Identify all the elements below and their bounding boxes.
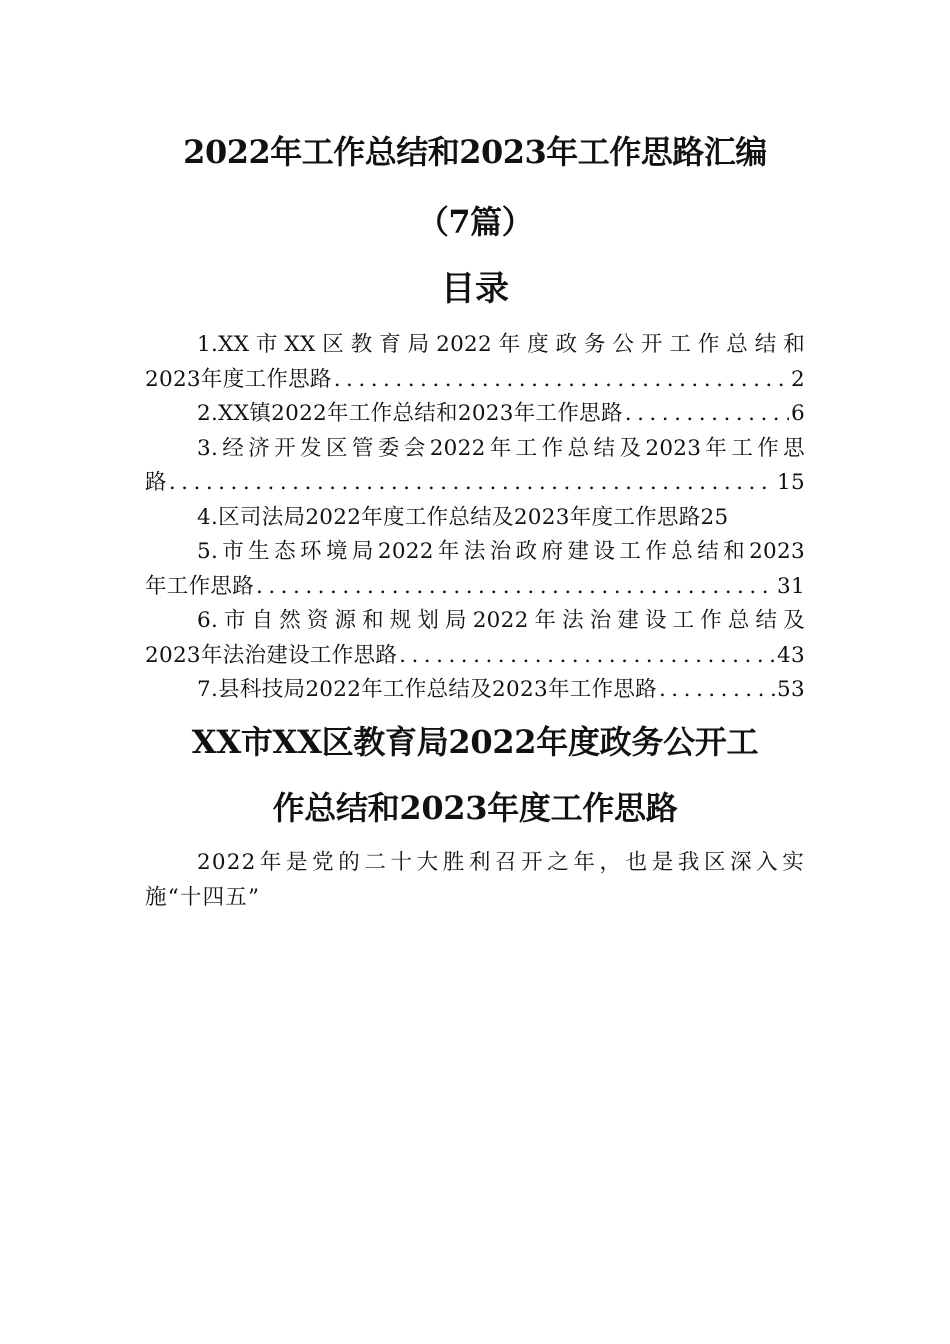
toc-entry-2[interactable] bbox=[145, 397, 805, 432]
section-title: XX市XX区教育局2022年度政务公开工 bbox=[191, 723, 759, 761]
toc-page-number: 6 bbox=[791, 401, 805, 426]
section-title-continued: 作总结和2023年度工作思路 bbox=[272, 789, 678, 827]
document-subtitle: （7篇） bbox=[416, 203, 534, 241]
toc-page-number: 25 bbox=[700, 504, 729, 530]
toc-leader-dots bbox=[169, 466, 775, 501]
table-of-contents bbox=[145, 328, 805, 708]
toc-entry-7[interactable] bbox=[145, 673, 805, 708]
toc-entry-text: 4.区司法局2022年度工作总结及2023年度工作思路 bbox=[197, 504, 701, 530]
toc-entry-text: 7.县科技局2022年工作总结及2023年工作思路 bbox=[197, 677, 657, 702]
toc-entry-3[interactable] bbox=[145, 432, 805, 501]
toc-page-number: 15 bbox=[777, 470, 805, 495]
toc-entry-4[interactable] bbox=[145, 501, 805, 536]
toc-page-number: 2 bbox=[791, 366, 805, 392]
toc-leader-dots bbox=[256, 570, 775, 605]
toc-leader-dots bbox=[399, 639, 775, 674]
toc-entry-text: 年工作思路 bbox=[145, 573, 255, 599]
toc-entry-text: 2.XX镇2022年工作总结和2023年工作思路 bbox=[197, 401, 623, 426]
body-paragraph bbox=[145, 846, 805, 915]
toc-entry-6[interactable] bbox=[145, 604, 805, 673]
body-line: 施“十四五” bbox=[145, 884, 261, 910]
toc-entry-text: 3.经济开发区管委会2022年工作总结及2023年工作思 bbox=[197, 435, 805, 461]
document-title: 2022年工作总结和2023年工作思路汇编 bbox=[183, 133, 767, 171]
toc-leader-dots bbox=[334, 363, 789, 398]
toc-entry-text: 2023年度工作思路 bbox=[145, 366, 332, 392]
toc-entry-text: 5.市生态环境局2022年法治政府建设工作总结和2023 bbox=[197, 539, 805, 564]
toc-entry-text: 2023年法治建设工作思路 bbox=[145, 642, 398, 668]
toc-heading: 目录 bbox=[441, 269, 509, 309]
toc-entry-text: 1.XX市XX区教育局2022年度政务公开工作总结和 bbox=[197, 332, 805, 357]
body-line: 2022年是党的二十大胜利召开之年，也是我区深入实 bbox=[197, 850, 805, 875]
toc-page-number: 31 bbox=[777, 573, 805, 599]
toc-entry-1[interactable] bbox=[145, 328, 805, 397]
toc-entry-text: 6.市自然资源和规划局2022年法治建设工作总结及 bbox=[197, 608, 805, 633]
toc-leader-dots bbox=[659, 673, 775, 708]
toc-leader-dots bbox=[625, 397, 789, 432]
toc-entry-text: 路 bbox=[145, 470, 167, 495]
toc-entry-5[interactable] bbox=[145, 535, 805, 604]
toc-page-number: 53 bbox=[777, 677, 805, 702]
toc-page-number: 43 bbox=[777, 642, 805, 668]
